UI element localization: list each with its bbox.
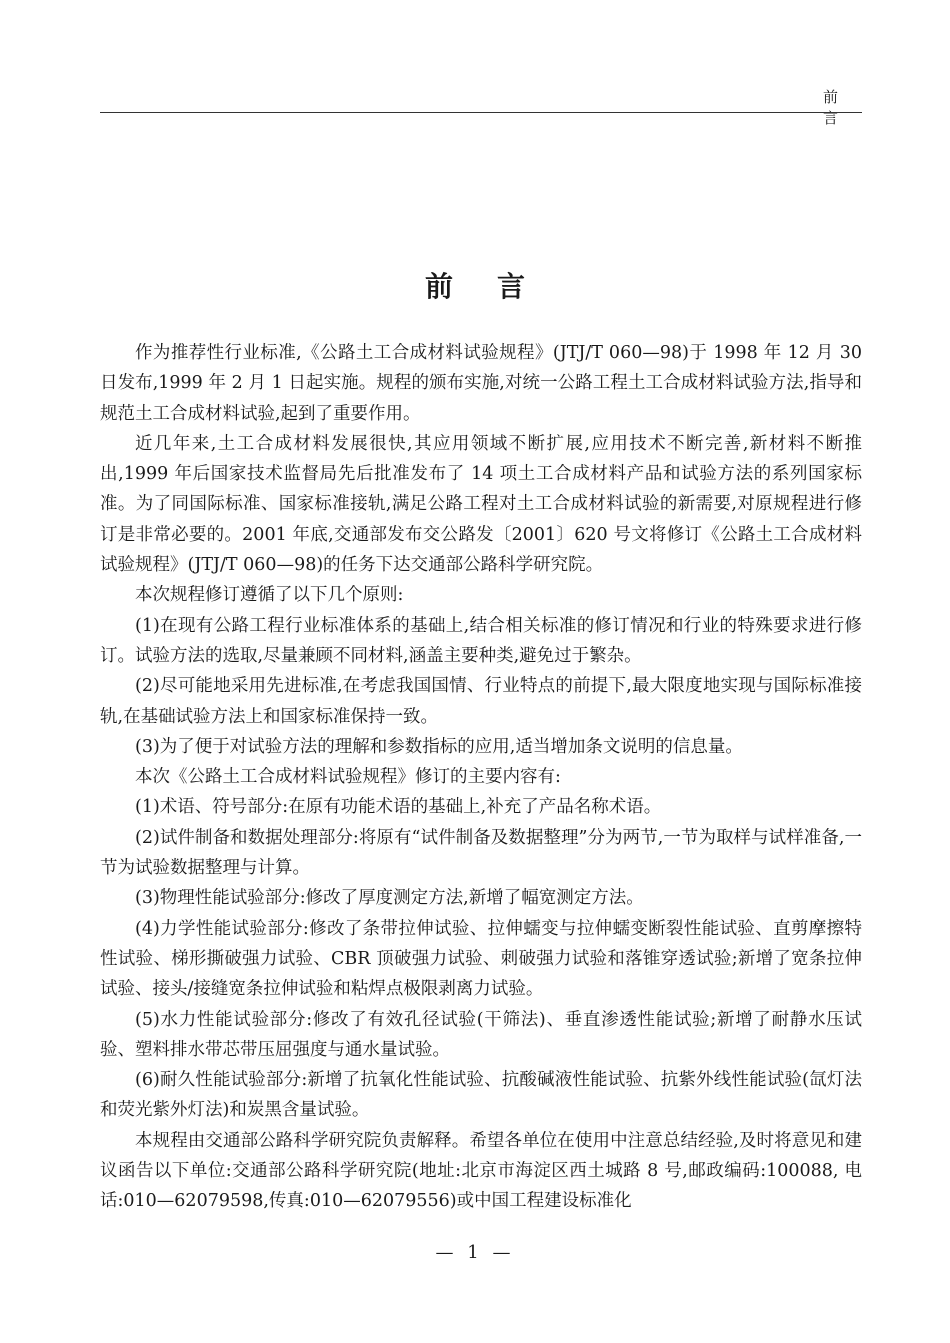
paragraph: 近几年来,土工合成材料发展很快,其应用领域不断扩展,应用技术不断完善,新材料不断推出,1999 年后国家技术监督局先后批准发布了 14 项土工合成材料产品和试验方法的系列国家标准。为了同国际标准、国家标准接轨,满足公路工程对土工合成材料试验的新需要,对原规程进行修订是非常必要的。2001 年底,交通部发布交公路发〔2001〕620 号文将修订《公路土工合成材料试验规程》(JTJ/T 060—98)的任务下达交通部公路科学研究院。 bbox=[100, 433, 862, 576]
running-header: 前 言 bbox=[822, 88, 860, 127]
paragraph: 本次规程修订遵循了以下几个原则: bbox=[135, 585, 404, 606]
paragraph: 本规程由交通部公路科学研究院负责解释。希望各单位在使用中注意总结经验,及时将意见和建议函告以下单位:交通部公路科学研究院(地址:北京市海淀区西土城路 8 号,邮政编码:100088, 电话:010—62079598,传真:010—62079556)或中国工程建设标准化 bbox=[100, 1130, 862, 1212]
paragraph: (3)为了便于对试验方法的理解和参数指标的应用,适当增加条文说明的信息量。 bbox=[135, 736, 743, 757]
paragraph: (1)术语、符号部分:在原有功能术语的基础上,补充了产品名称术语。 bbox=[135, 797, 662, 818]
paragraph: (1)在现有公路工程行业标准体系的基础上,结合相关标准的修订情况和行业的特殊要求进行修订。试验方法的选取,尽量兼顾不同材料,涵盖主要种类,避免过于繁杂。 bbox=[100, 615, 862, 666]
paragraph: (2)尽可能地采用先进标准,在考虑我国国情、行业特点的前提下,最大限度地实现与国际标准接轨,在基础试验方法上和国家标准保持一致。 bbox=[100, 676, 862, 727]
paragraph: (5)水力性能试验部分:修改了有效孔径试验(干筛法)、垂直渗透性能试验;新增了耐静水压试验、塑料排水带芯带压屈强度与通水量试验。 bbox=[100, 1009, 862, 1060]
paragraph: 作为推荐性行业标准,《公路土工合成材料试验规程》(JTJ/T 060—98)于 1998 年 12 月 30 日发布,1999 年 2 月 1 日起实施。规程的颁布实施,对统一公路工程土工合成材料试验方法,指导和规范土工合成材料试验,起到了重要作用。 bbox=[100, 343, 862, 424]
body-text bbox=[100, 338, 862, 1217]
paragraph: (2)试件制备和数据处理部分:将原有“试件制备及数据整理”分为两节,一节为取样与试样准备,一节为试验数据整理与计算。 bbox=[100, 827, 862, 879]
page-number: — 1 — bbox=[435, 1242, 515, 1263]
paragraph: (6)耐久性能试验部分:新增了抗氧化性能试验、抗酸碱液性能试验、抗紫外线性能试验(氙灯法和荧光紫外灯法)和炭黑含量试验。 bbox=[100, 1070, 862, 1121]
header-divider bbox=[100, 112, 862, 113]
paragraph: (4)力学性能试验部分:修改了条带拉伸试验、拉伸蠕变与拉伸蠕变断裂性能试验、直剪摩擦特性试验、梯形撕破强力试验、CBR 顶破强力试验、刺破强力试验和落锥穿透试验;新增了宽条拉伸试验、接头/接缝宽条拉伸试验和粘焊点极限剥离力试验。 bbox=[100, 918, 862, 1000]
paragraph: (3)物理性能试验部分:修改了厚度测定方法,新增了幅宽测定方法。 bbox=[135, 888, 644, 909]
paragraph: 本次《公路土工合成材料试验规程》修订的主要内容有: bbox=[135, 767, 561, 788]
page-title: 前言 bbox=[424, 269, 569, 303]
